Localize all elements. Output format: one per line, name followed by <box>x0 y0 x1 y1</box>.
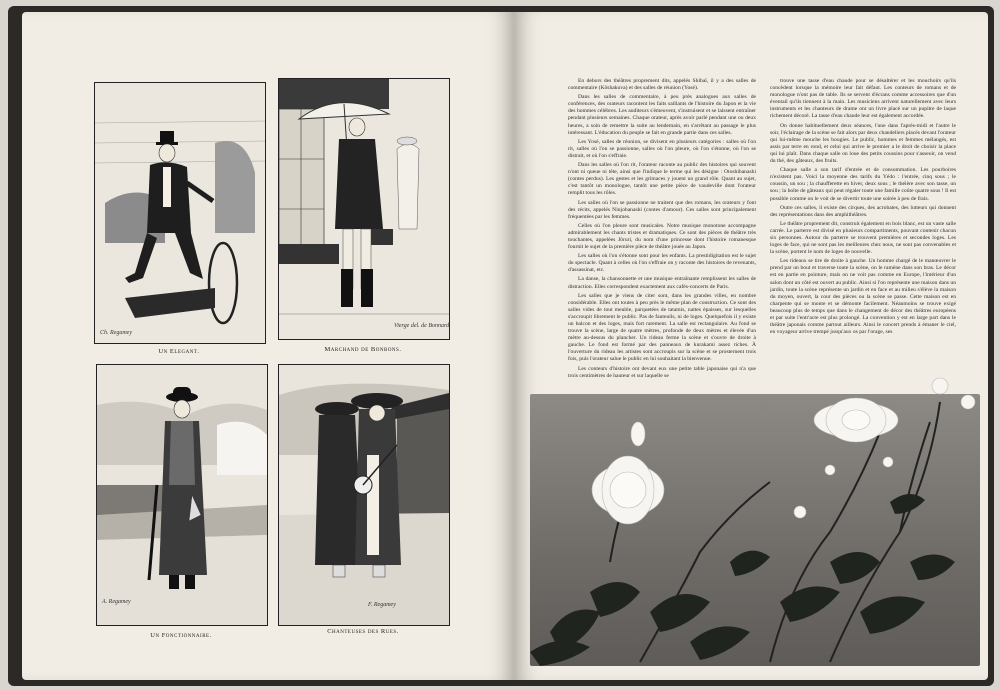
paragraph: Dans les salles où l'on rit, l'orateur raconte au public des histoires qui souvent n'ont ni queue ni tête, ainsi que l'indique le terme qui les désigne : Otoshibanashi (contes perdus). Les gestes et les grimaces y jouent un grand rôle. Quant au sujet, c'est tantôt un monologue, tantôt une petite pièce de vaudeville dont l'orateur remplit tous les rôles. <box>568 162 756 197</box>
paragraph: Les rideaux se tire de droite à gauche. Un homme chargé de le manœuvrer le prend par un bout et traverse toute la scène, on le ramène dans son bras. Le décor est en partie en pointure, mais on ne voit pas comme en Europe, l'intérieur d'un salon dont un côté est ouvert au public. Ainsi si l'on représente une maison dans un jardin, toute la scène représente un jardin et en face et au milieu s'élève la maison du moyen, ouvert, la cour des pièces ou la scène se passe. Cette maison est en charpente qui se monte et se démonte facilement. Néanmoins se trouve exigé beaucoup plus de temps que dans le changement de décor des théâtres européens et par suite l'entr'acte est plus prolongé. La convention y est en large part dans le théâtre japonais comme partout ailleurs. Ainsi le concert prends à émaner le ciel, en voyageur arrive trempé jusqu'aux os par l'orage, ses <box>770 258 956 336</box>
paragraph: trouve une tasse d'eau chaude pour se désaltérer et les mouchoirs qu'ils concèdent lorsque la mémoire leur fait défaut. Les conteurs de romans et de monologue n'ont pas de table. Ils se servent d'écrans comme accessoires que d'un éventail qu'ils tiennent à la main. Les musiciens arrivent naturellement avec leurs instruments et les chanteurs de drame ont un livre placé sur un pupitre de laque richement décoré. La tasse d'eau chaude leur est également accordée. <box>770 78 956 120</box>
plate-3-caption: Un Fonctionnaire. <box>150 632 212 639</box>
left-page <box>22 12 514 680</box>
official-illustration <box>97 365 267 625</box>
text-column-left <box>568 78 756 410</box>
plate-3-signature: A. Regamey <box>102 599 131 605</box>
plate-1-signature: Ch. Regamey <box>100 330 132 336</box>
right-page <box>514 12 988 680</box>
plate-4-caption: Chanteuses des Rues. <box>327 628 399 635</box>
plate-4-signature: F. Regamey <box>368 602 396 608</box>
plate-marchand <box>278 78 450 340</box>
plate-elegant <box>94 82 266 344</box>
paragraph: Chaque salle a son tarif d'entrée et de consommation. Les pourboires n'existent pas. Voici la moyenne des tarifs du Yédo : l'entrée, cinq sous ; le coussin, un sou ; la chaufferette en hiver, deux sous ; le théière avec son tasse, un sou ; la boîte de gâteaux qui peut régaler toute une famille coûte quatre sous ! Il est possible comme on le voit de se divertir toute une soirée à peu de frais. <box>770 167 956 202</box>
paragraph: Le théâtre proprement dit, construit également en bois blanc, est un vaste salle carrée. Le parterre est divisé en plusieurs compartiments, pouvant contenir chacun six personnes. Autour du parterre se trouvent premières et secondes loges. Les loges de face, qui ne sont pas les meilleures chez nous, ne sont pas convenables et la scène, portent le nom de loges de nouvelle. <box>770 220 956 256</box>
plate-1-caption: Un Elegant. <box>158 348 200 355</box>
paragraph: La danse, la chansonnette et une musique entraînante remplissent les salles de distraction. Elles correspondent exactement aux cafés-concerts de Paris. <box>568 276 756 290</box>
plate-chanteuses <box>278 364 450 626</box>
text-column-right <box>770 78 956 368</box>
album-binding <box>8 6 994 686</box>
paragraph: En dehors des théâtres proprement dits, appelés Shibaï, il y a des salles de commentaire (Kôshakuva) et des salles de réunion (Yosé). <box>568 78 756 92</box>
plate-2-signature: Vierge del. de Bonnard <box>394 323 450 329</box>
paragraph: Celles où l'on pleure sont musicales. Notre musique monotone accompagne admirablement les chants tristes et dramatiques. Ce sont des pièces de théâtre très touchantes, appelées Jôruri, du nom d'une princesse dont l'histoire romanesque fournit le sujet de la première pièce de théâtre jouée au Japon. <box>568 222 756 251</box>
paragraph: Les salles que je viens de citer sont, dans les grandes villes, en nombre considérable. Elles ont toutes à peu près le même plan de construction. Ce sont des salles vides de tout meuble, parquetées de tatamis, nattes épaisses, sur lesquelles s'accroupit librement le public. Pas de fauteuils, ni de loges. Quelquefois il y existe un balcon et des loges, mais fort rarement. La salle est rectangulaire. Au fond se trouve la scène, large de quatre mètres, profonde de deux mètres et élevée d'un mètre au-dessus du plancher. Un rideau ferme la scène et s'ouvre de droite à gauche. Le fond est formé par des panneaux de kurakami assez riches. À l'ouverture du rideau les artistes sont accroupis sur la scène et se prosternent trois fois, puis l'orateur salue le public en lui souhaitant la bienvenue. <box>568 292 756 363</box>
street-singers-illustration <box>279 365 449 625</box>
plate-2-caption: Marchand de Bonbons. <box>324 346 402 353</box>
paragraph: Les salles où l'on se passionne ne traitent que des romans, les orateurs y font des récits, appelés Ninjobanashi (contes d'amour). Ces salles sont principalement fréquentées par les femmes. <box>568 199 756 220</box>
paragraph: Les salles où l'on s'étonne sont pour les enfants. La prestidigitation est le sujet du spectacle. Quant à celles où l'on s'effraie on y raconte des histoires de revenants, d'assassinat, etc. <box>568 253 756 274</box>
chrysanthemum-illustration <box>530 362 980 666</box>
rickshaw-illustration <box>95 83 265 343</box>
paragraph: On donne habituellement deux séances, l'une dans l'après-midi et l'autre le soir, l'éclairage de la scène se fait alors par deux chandeliers placés devant l'orateur qui lui-même mouche les bougies. Le public, hommes et femmes mélangés, est assis par terre en rond, et celui qui arrive le premier a le droit de choisir la place qui lui plaît. Dans chaque salle on loue des petits coussins pour s'asseoir, on vend du thé, des gâteaux, des fruits. <box>770 122 956 165</box>
paragraph: Dans les salles de commentaire, à peu près analogues aux salles de conférences, des orateurs racontent les faits saillants de l'histoire du Japon et la vie des hommes célèbres. Les auditeurs s'émeuvent, s'instruisent et se laissent entraîner pendant plusieurs semaines. Chaque orateur, après avoir parlé pendant une ou deux heures, a soin de remettre la suite au lendemain, en s'arrêtant au passage le plus intéressant. L'éducation du peuple se fait en grande partie dans ces salles. <box>568 94 756 136</box>
plate-fonctionnaire <box>96 364 268 626</box>
paragraph: Les conteurs d'histoire ont devant eux une petite table japonaise qui n'a que trois centimètres de hauteur et sur laquelle se <box>568 365 756 379</box>
paragraph: Les Yosé, salles de réunion, se divisent en plusieurs catégories : salles où l'on rit, salles où l'on se passionne, salles où l'on pleure, où l'on s'étonne, où l'on se distrait, et où l'on s'effraie. <box>568 138 756 159</box>
paragraph: Outre ces salles, il existe des cirques, des acrobates, des lutteurs qui donnent des représentations dans des amphithéâtres. <box>770 204 956 218</box>
candy-seller-illustration <box>279 79 449 339</box>
